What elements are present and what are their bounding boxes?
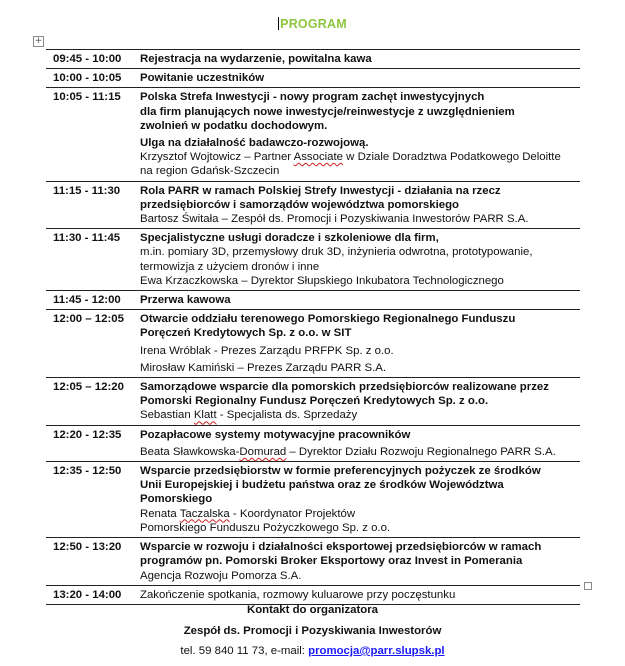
table-row bbox=[46, 378, 580, 426]
time-cell: 09:45 - 10:00 bbox=[46, 50, 138, 69]
speaker-line: Krzysztof Wojtowicz – Partner Associate w Dziale Doradztwa Podatkowego Deloitte bbox=[140, 151, 561, 164]
session-title-line: Przerwa kawowa bbox=[140, 294, 231, 307]
time-cell: 12:35 - 12:50 bbox=[46, 462, 138, 538]
speaker-line: Irena Wróblak - Prezes Zarządu PRFPK Sp. z o.o. bbox=[140, 344, 394, 357]
speaker-line: Renata Taczalska - Koordynator Projektów bbox=[140, 507, 356, 520]
session-title-line: Pomorski Regionalny Fundusz Poręczeń Kredytowych Sp. z o.o. bbox=[140, 395, 489, 408]
program-title: PROGRAM bbox=[280, 17, 347, 31]
session-title-line: Rejestracja na wydarzenie, powitalna kawa bbox=[140, 53, 372, 65]
spellcheck-word: Taczalska bbox=[179, 507, 230, 520]
speaker-line: Beata Sławkowska-Domurad – Dyrektor Działu Rozwoju Regionalnego PARR S.A. bbox=[140, 445, 556, 458]
session-title-line: przedsiębiorców i samorządów województwa pomorskiego bbox=[140, 198, 459, 211]
time-cell: 12:50 - 13:20 bbox=[46, 538, 138, 586]
contact-line bbox=[0, 645, 625, 657]
time-cell: 11:15 - 11:30 bbox=[46, 181, 138, 229]
table-row bbox=[46, 50, 580, 69]
speaker-line: Pomorskiego Funduszu Pożyczkowego Sp. z o.o. bbox=[140, 521, 391, 534]
time-cell: 11:45 - 12:00 bbox=[46, 291, 138, 310]
table-row bbox=[46, 69, 580, 88]
speaker-line: termowizja z użyciem dronów i inne bbox=[140, 260, 320, 273]
time-cell: 10:00 - 10:05 bbox=[46, 69, 138, 88]
time-cell: 12:20 - 12:35 bbox=[46, 425, 138, 461]
table-row bbox=[46, 229, 580, 291]
spellcheck-word: Domurad bbox=[239, 445, 287, 458]
session-title-line: Rola PARR w ramach Polskiej Strefy Inwestycji - działania na rzecz bbox=[140, 184, 501, 197]
table-move-icon[interactable]: + bbox=[34, 36, 43, 46]
session-title-line: programów pn. Pomorski Broker Eksportowy oraz Invest in Pomerania bbox=[140, 555, 523, 568]
contact-phone: tel. 59 840 11 73, e-mail: bbox=[180, 645, 309, 657]
session-title-line: Samorządowe wsparcie dla pomorskich przedsiębiorców realizowane przez bbox=[140, 381, 549, 394]
text-cursor bbox=[278, 17, 279, 30]
time-cell: 12:05 – 12:20 bbox=[46, 378, 138, 426]
table-row bbox=[46, 585, 580, 604]
session-title-line: zwolnień w podatku dochodowym. bbox=[140, 119, 328, 132]
speaker-line: m.in. pomiary 3D, przemysłowy druk 3D, inżynieria odwrotna, prototypowanie, bbox=[140, 246, 533, 259]
contact-heading: Kontakt do organizatora bbox=[247, 604, 378, 616]
description-cell bbox=[138, 291, 580, 310]
table-resize-icon[interactable] bbox=[584, 582, 592, 590]
contact-email-link[interactable]: promocja@parr.slupsk.pl bbox=[308, 645, 445, 657]
description-cell bbox=[138, 229, 580, 291]
time-cell: 11:30 - 11:45 bbox=[46, 229, 138, 291]
session-title-line: Ulga na działalność badawczo-rozwojową. bbox=[140, 137, 369, 150]
description-cell bbox=[138, 181, 580, 229]
table-row bbox=[46, 181, 580, 229]
session-title-line: dla firm planujących nowe inwestycje/reinwestycje z uwzględnieniem bbox=[140, 105, 515, 118]
description-cell bbox=[138, 88, 580, 181]
time-cell: 12:00 – 12:05 bbox=[46, 310, 138, 378]
table-row bbox=[46, 425, 580, 461]
table-row bbox=[46, 88, 580, 181]
speaker-line: Mirosław Kamiński – Prezes Zarządu PARR S.A. bbox=[140, 361, 387, 374]
session-title-line: Pomorskiego bbox=[140, 493, 213, 506]
session-title-line: Wsparcie przedsiębiorstw w formie preferencyjnych pożyczek ze środków bbox=[140, 465, 541, 478]
description-cell bbox=[138, 69, 580, 88]
spellcheck-word: Associate bbox=[293, 151, 344, 164]
session-title-line: Wsparcie w rozwoju i działalności eksportowej przedsiębiorców w ramach bbox=[140, 541, 542, 554]
speaker-line: Bartosz Świtała – Zespół ds. Promocji i Pozyskiwania Inwestorów PARR S.A. bbox=[140, 213, 529, 226]
speaker-line: Sebastian Klatt - Specjalista ds. Sprzedaży bbox=[140, 409, 358, 422]
contact-team: Zespół ds. Promocji i Pozyskiwania Inwestorów bbox=[183, 625, 442, 637]
table-row bbox=[46, 462, 580, 538]
description-cell bbox=[138, 538, 580, 586]
table-row bbox=[46, 538, 580, 586]
speaker-line: Ewa Krzaczkowska – Dyrektor Słupskiego Inkubatora Technologicznego bbox=[140, 274, 504, 287]
speaker-line: na region Gdańsk-Szczecin bbox=[140, 165, 280, 178]
session-title-line: Poręczeń Kredytowych Sp. z o.o. w SIT bbox=[140, 327, 352, 340]
speaker-line: Zakończenie spotkania, rozmowy kuluarowe przy poczęstunku bbox=[140, 588, 456, 601]
session-title-line: Unii Europejskiej i budżetu państwa oraz ze środków Województwa bbox=[140, 479, 504, 492]
session-title-line: Powitanie uczestników bbox=[140, 72, 265, 85]
table-row bbox=[46, 291, 580, 310]
spellcheck-word: Klatt bbox=[193, 409, 217, 422]
description-cell bbox=[138, 378, 580, 426]
speaker-line: Agencja Rozwoju Pomorza S.A. bbox=[140, 569, 302, 582]
time-cell: 13:20 - 14:00 bbox=[46, 585, 138, 604]
time-cell: 10:05 - 11:15 bbox=[46, 88, 138, 181]
session-title-line: Otwarcie oddziału terenowego Pomorskiego Regionalnego Funduszu bbox=[140, 313, 516, 326]
description-cell bbox=[138, 585, 580, 604]
session-title-line: Specjalistyczne usługi doradcze i szkoleniowe dla firm, bbox=[140, 232, 439, 245]
session-title-line: Pozapłacowe systemy motywacyjne pracowników bbox=[140, 428, 411, 441]
description-cell bbox=[138, 310, 580, 378]
session-title-line: Polska Strefa Inwestycji - nowy program zachęt inwestycyjnych bbox=[140, 91, 485, 104]
description-cell bbox=[138, 50, 580, 69]
description-cell bbox=[138, 462, 580, 538]
table-row bbox=[46, 310, 580, 378]
program-table bbox=[46, 49, 580, 605]
description-cell bbox=[138, 425, 580, 461]
